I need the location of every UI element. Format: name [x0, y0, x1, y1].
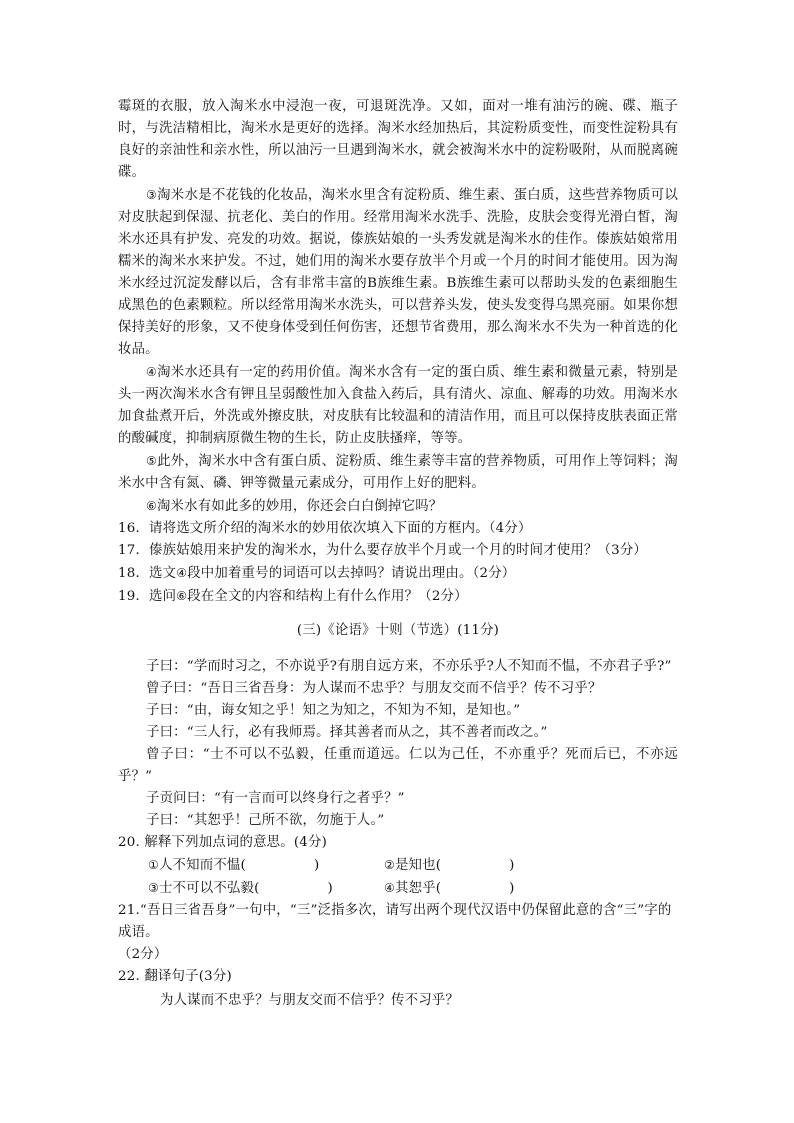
item-text-2: 是知也(: [394, 858, 442, 873]
question-21: 21.“吾日三省吾身”一句中，“三”泛指多次，请写出两个现代汉语中仍保留此意的含“三”字的成语。: [118, 903, 672, 940]
analects-line-4: 子曰：“三人行，必有我师焉。择其善者而从之，其不善者而改之。”: [146, 725, 548, 740]
question-20-row-2: [118, 877, 678, 900]
paragraph-5-text: 此外，淘米水中含有蛋白质、淀粉质、维生素等丰富的营养物质，可用作上等饲料；淘米水中含有氮、磷、钾等微量元素成分，可用作上好的肥料。: [118, 454, 678, 491]
question-19-suffix: 段在全文的内容和结构上有什么作用？（2分）: [187, 589, 468, 604]
question-19-prefix: 19．选问: [118, 589, 177, 604]
item-text-4: 其恕乎(: [394, 881, 442, 896]
question-19-marker: ⑥: [176, 589, 188, 603]
question-17: 17．傣族姑娘用来护发的淘米水，为什么要存放半个月或一个月的时间才使用？（3分）: [118, 543, 648, 558]
analects-line-3: 子曰：“由，诲女知之乎！知之为知之，不知为不知，是知也。”: [146, 703, 521, 718]
question-20-row-1: [118, 854, 678, 877]
question-22-sentence: 为人谋而不忠乎？与朋友交而不信乎？传不习乎？: [160, 993, 459, 1008]
question-18-marker: ④: [176, 566, 188, 580]
passage-paragraph-5: [118, 450, 678, 495]
paragraph-6-text: 淘米水有如此多的妙用，你还会白白倒掉它吗？: [156, 499, 443, 514]
passage-paragraph-6: [118, 495, 678, 518]
question-18-prefix: 18．选文: [118, 566, 177, 581]
analects-line-7: 子曰：“其恕乎！己所不欲，勿施于人。”: [146, 813, 385, 828]
section-title: (三)《论语》十则（节选）(11分): [296, 623, 500, 638]
paragraph-marker-6: ⑥: [146, 499, 157, 513]
question-20: 20. 解释下列加点词的意思。(4分): [118, 835, 328, 850]
question-20-item-4: [384, 877, 620, 900]
item-marker-1: ①: [148, 858, 159, 872]
item-close-1: ): [313, 858, 320, 873]
question-20-item-3: [148, 877, 384, 900]
question-20-item-2: [384, 854, 620, 877]
question-18: [118, 562, 678, 585]
paragraph-marker-4: ④: [146, 365, 158, 379]
item-marker-4: ④: [384, 881, 395, 895]
item-close-3: ): [327, 881, 333, 896]
paragraph-3-text: 淘米水是不花钱的化妆品，淘米水里含有淀粉质、维生素、蛋白质，这些营养物质可以对皮肤起到保湿、抗老化、美白的作用。经常用淘米水洗手、洗脸，皮肤会变得光滑白皙，淘米水还具有护发、亮发的功效。据说，傣族姑娘的一头秀发就是淘米水的佳作。傣族姑娘常用糯米的淘米水来护发。不过，她们用的淘米水要存放半个月或一个月的时间才能使用。因为淘米水经过沉淀发酵以后，含有非常丰富的B族维生素。B族维生素可以帮助头发的色素细胞生成黑色的色素颗粒。所以经常用淘米水洗头，可以营养头发，使头发变得乌黑亮丽。如果你想保持美好的形象，又不使身体受到任何伤害，还想节省费用，那么淘米水不失为一种首选的化妆品。: [118, 188, 678, 357]
item-marker-3: ③: [148, 881, 159, 895]
question-20-item-1: [148, 854, 384, 877]
analects-line-6: 子贡问曰：“有一言而可以终身行之者乎？”: [146, 791, 405, 806]
analects-line-2: 曾子曰：“吾日三省吾身：为人谋而不忠乎？与朋友交而不信乎？传不习乎？: [146, 681, 602, 696]
paragraph-4-text: 淘米水还具有一定的药用价值。淘米水含有一定的蛋白质、维生素和微量元素，特别是头一两次淘米水含有钾且呈弱酸性加入食盐入药后，具有清火、凉血、解毒的功效。用淘米水加食盐煮开后，外洗或外擦皮肤，对皮肤有比较温和的清洁作用，而且可以保持皮肤表面正常的酸碱度，抑制病原微生物的生长，防止皮肤搔痒，等等。: [118, 365, 678, 446]
question-21-score: （2分）: [118, 947, 168, 962]
passage-paragraph-4: [118, 361, 678, 450]
passage-paragraph-2-continued: 霉斑的衣服，放入淘米水中浸泡一夜，可退斑洗净。又如，面对一堆有油污的碗、碟、瓶子时，与洗洁精相比，淘米水是更好的选择。淘米水经加热后，其淀粉质变性，而变性淀粉具有良好的亲油性和亲水性，所以油污一旦遇到淘米水，就会被淘米水中的淀粉吸附，从而脱离碗碟。: [118, 99, 678, 180]
question-18-suffix: 段中加着重号的词语可以去掉吗？请说出理由。（2分）: [187, 566, 516, 581]
question-16: 16．请将选文所介绍的淘米水的妙用依次填入下面的方框内。（4分）: [118, 521, 532, 536]
passage-paragraph-3: [118, 184, 678, 361]
analects-line-5: 曾子曰：“士不可以不弘毅，任重而道远。仁以为己任，不亦重乎？死而后已，不亦远乎？”: [118, 747, 678, 784]
document-page: [118, 96, 678, 1012]
item-marker-2: ②: [384, 858, 395, 872]
paragraph-marker-3: ③: [146, 188, 158, 202]
analects-line-1: 子曰：“学而时习之，不亦说乎?有朋自远方来，不亦乐乎?人不知而不愠，不亦君子乎?”: [146, 659, 672, 674]
question-19: [118, 585, 678, 608]
paragraph-marker-5: ⑤: [146, 454, 158, 468]
question-22: 22. 翻译句子(3分): [118, 969, 232, 984]
item-close-4: ): [509, 881, 515, 896]
item-text-3: 士不可以不弘毅(: [158, 881, 260, 896]
item-close-2: ): [509, 858, 515, 873]
item-text-1: 人不知而不愠(: [158, 858, 246, 873]
